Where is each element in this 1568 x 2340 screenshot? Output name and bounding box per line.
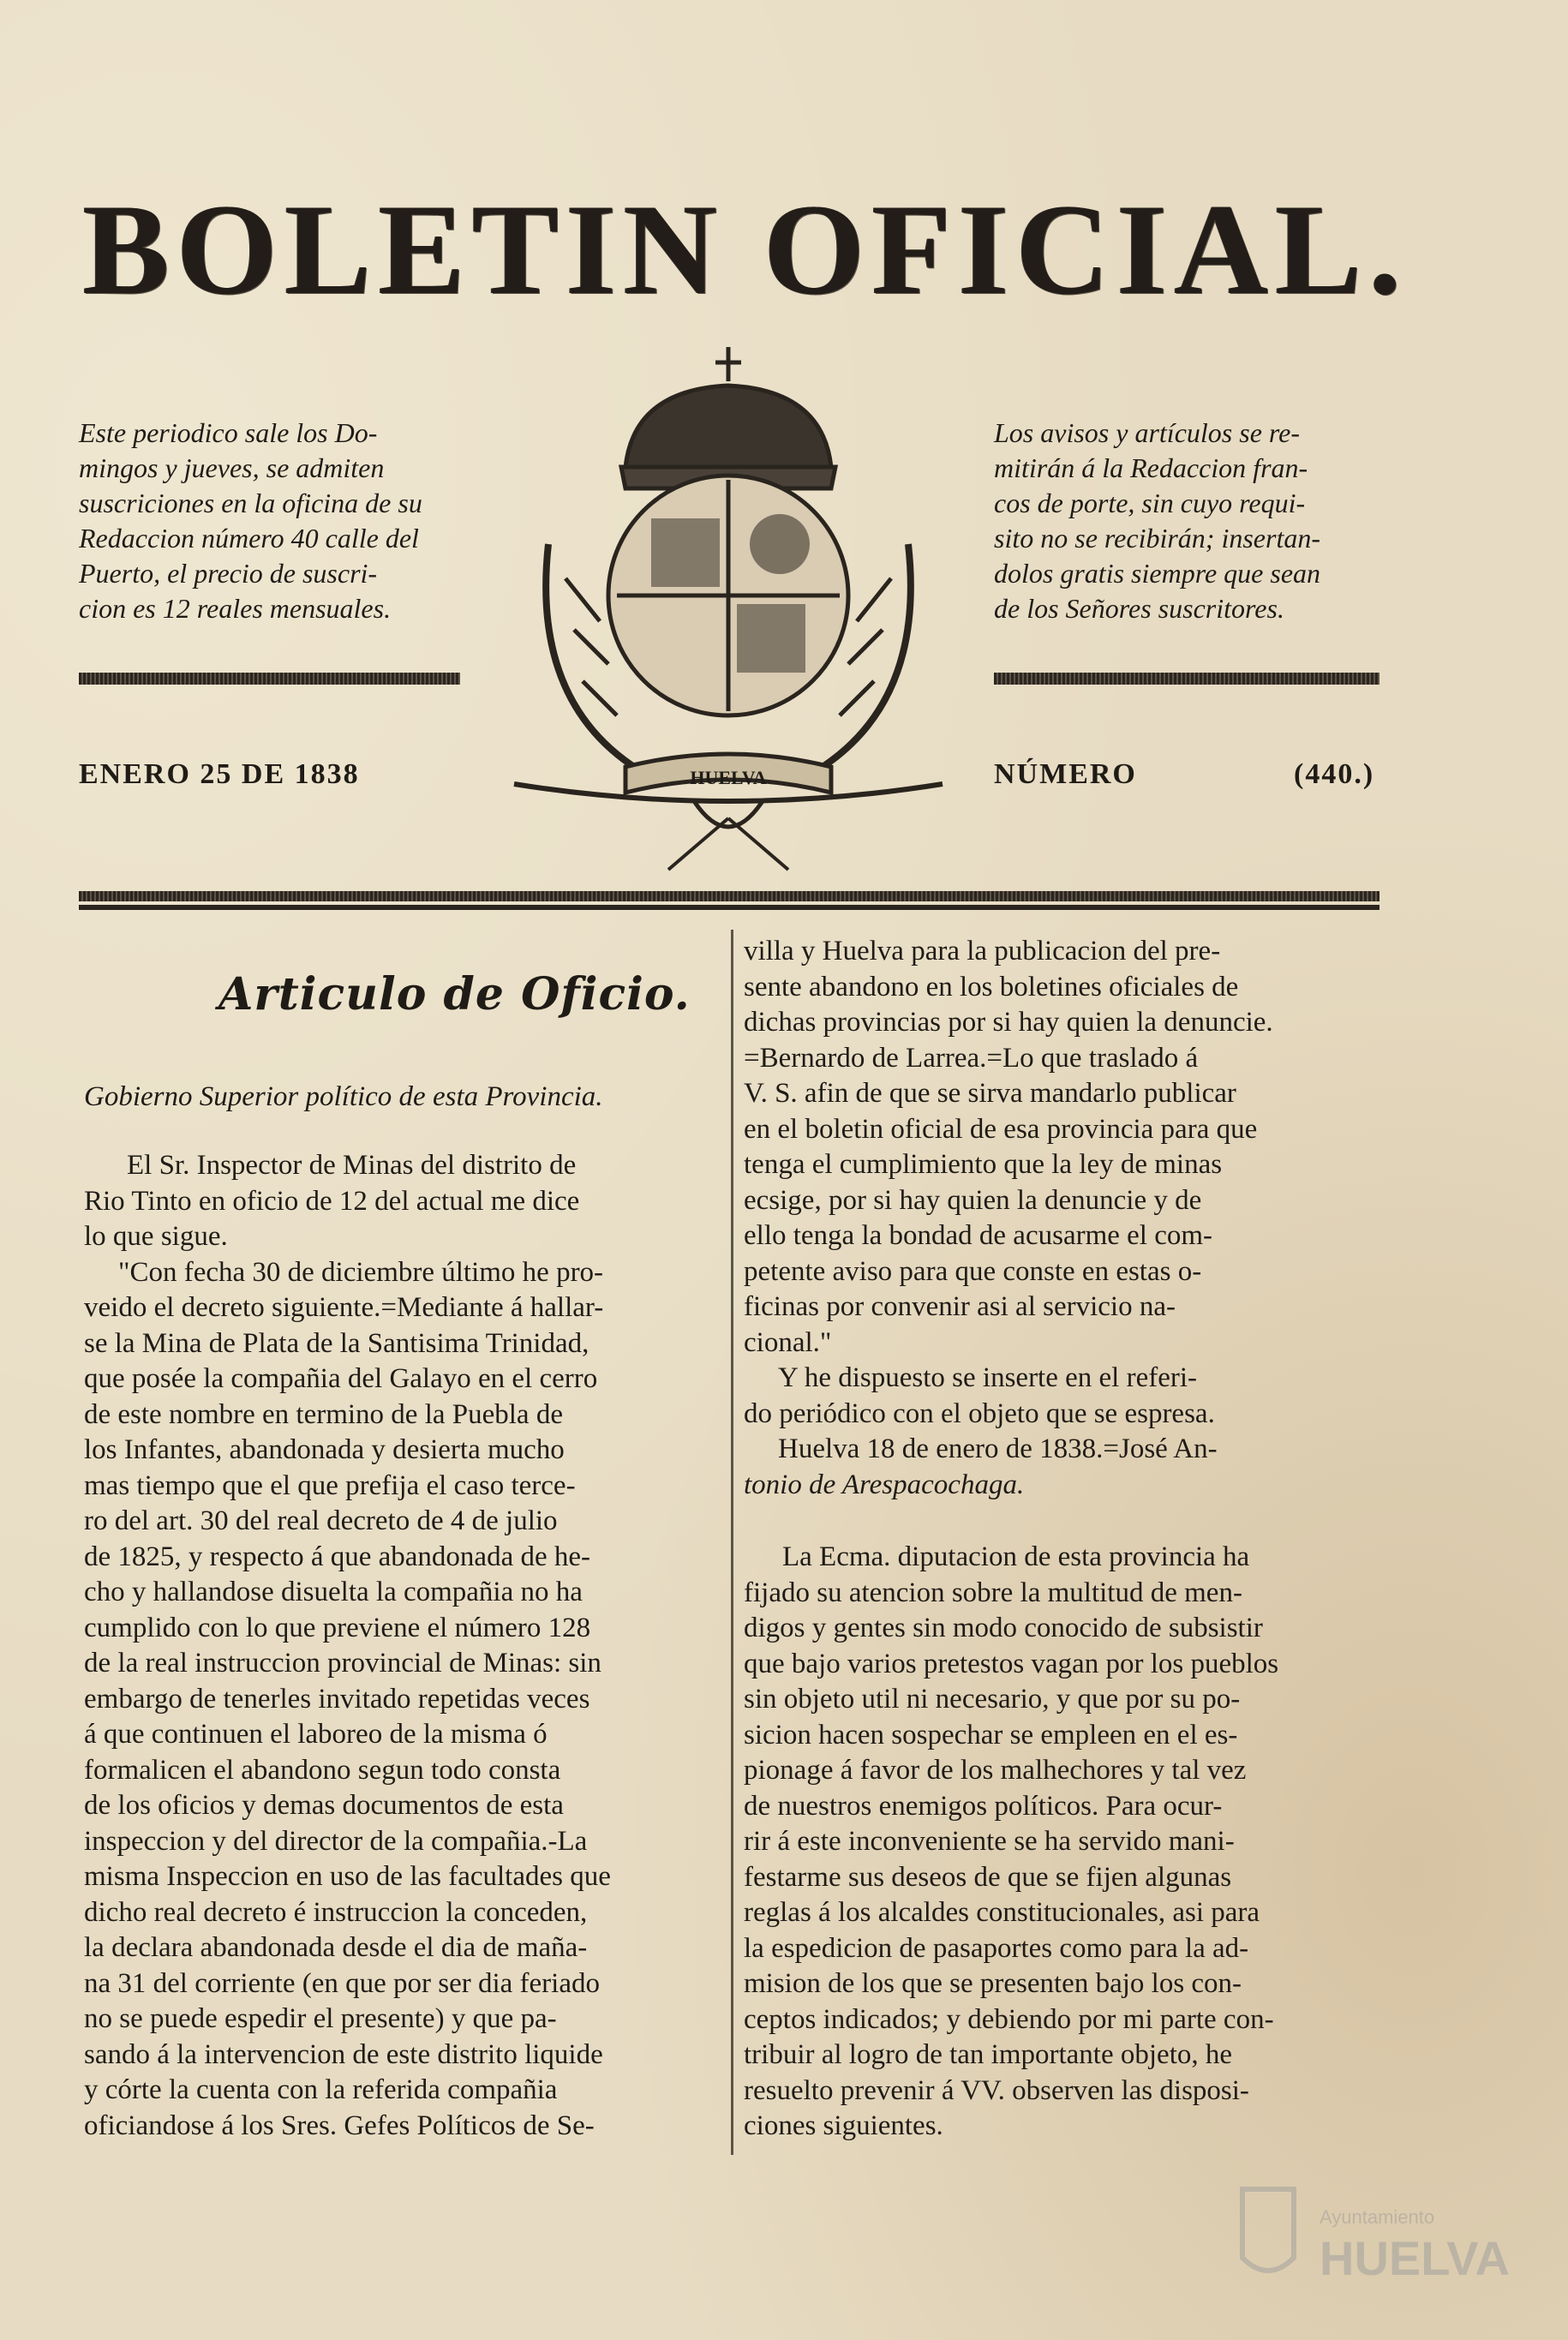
- coat-of-arms-emblem: [480, 338, 977, 887]
- rule-right: [994, 673, 1379, 685]
- left-column: [84, 1148, 722, 2144]
- shield-icon: [1242, 2189, 1294, 2271]
- text-line: de este nombre en termino de la Puebla de: [84, 1398, 563, 1430]
- library-watermark-stamp: [1217, 2172, 1510, 2318]
- text-line: la espedicion de pasaportes como para la ad-: [744, 1932, 1249, 1964]
- intro-right-line: dolos gratis siempre que sean: [994, 558, 1321, 589]
- text-line: oficiandose á los Sres. Gefes Políticos de Se-: [84, 2110, 595, 2141]
- text-line: reglas á los alcaldes constitucionales, asi para: [744, 1897, 1260, 1928]
- issue-date: ENERO 25 DE 1838: [79, 758, 360, 790]
- intro-right-line: sito no se recibirán; insertan-: [994, 523, 1320, 554]
- text-line: V. S. afin de que se sirva mandarlo publicar: [744, 1078, 1236, 1109]
- text-line: sicion hacen sospechar se empleen en el es-: [744, 1719, 1238, 1751]
- text-line: de nuestros enemigos políticos. Para ocur-: [744, 1790, 1223, 1822]
- text-line: formalicen el abandono segun todo consta: [84, 1754, 561, 1786]
- text-line: de los oficios y demas documentos de esta: [84, 1790, 564, 1821]
- column-divider: [731, 930, 733, 2155]
- text-line: en el boletin oficial de esa provincia para que: [744, 1113, 1258, 1145]
- text-line: de 1825, y respecto á que abandonada de he-: [84, 1541, 591, 1572]
- masthead-title: BOLETIN OFICIAL.: [82, 177, 1409, 321]
- signature-line: Huelva 18 de enero de 1838.=José An-: [778, 1433, 1218, 1464]
- watermark-text: HUELVA: [1320, 2231, 1510, 2285]
- text-line: y córte la cuenta con la referida compañia: [84, 2074, 558, 2105]
- intro-right-line: de los Señores suscritores.: [994, 593, 1284, 624]
- text-line: mision de los que se presenten bajo los con-: [744, 1968, 1242, 1999]
- text-line: villa y Huelva para la publicacion del pre-: [744, 936, 1221, 967]
- text-line: dichas provincias por si hay quien la denuncie.: [744, 1007, 1273, 1038]
- text-line: ciones siguientes.: [744, 2110, 943, 2141]
- rule-left: [79, 673, 460, 685]
- masthead-bottom-rule-thin: [79, 905, 1379, 910]
- text-line: á que continuen el laboreo de la misma ó: [84, 1719, 548, 1750]
- intro-right: [994, 416, 1384, 626]
- text-line: que bajo varios pretestos vagan por los pueblos: [744, 1648, 1279, 1679]
- intro-left-line: mingos y jueves, se admiten: [79, 452, 385, 483]
- issue-number: (440.): [1294, 758, 1375, 790]
- text-line: cumplido con lo que previene el número 128: [84, 1612, 591, 1643]
- text-line: no se puede espedir el presente) y que pa-: [84, 2003, 557, 2034]
- text-line: que posée la compañia del Galayo en el cerro: [84, 1363, 598, 1394]
- right-column-top: [744, 934, 1395, 1503]
- text-line: Y he dispuesto se inserte en el referi-: [778, 1362, 1198, 1393]
- text-line: dicho real decreto é instruccion la conceden,: [84, 1896, 588, 1928]
- text-line: cional.": [744, 1326, 832, 1358]
- intro-left-line: Este periodico sale los Do-: [79, 417, 378, 448]
- text-line: misma Inspeccion en uso de las facultades que: [84, 1861, 611, 1892]
- text-line: fijado su atencion sobre la multitud de men-: [744, 1577, 1242, 1608]
- text-line: veido el decreto siguiente.=Mediante á hallar-: [84, 1292, 604, 1323]
- right-column-bottom: [744, 1540, 1395, 2145]
- text-line: resuelto prevenir á VV. observen las disposi-: [744, 2074, 1249, 2106]
- intro-left: [79, 416, 473, 626]
- text-line: los Infantes, abandonada y desierta mucho: [84, 1434, 565, 1465]
- text-line: na 31 del corriente (en que por ser dia feriado: [84, 1967, 600, 1999]
- text-line: inspeccion y del director de la compañia.-La: [84, 1825, 588, 1857]
- text-line: ro del art. 30 del real decreto de 4 de julio: [84, 1505, 558, 1536]
- intro-right-line: mitirán á la Redaccion fran-: [994, 452, 1308, 483]
- intro-left-line: cion es 12 reales mensuales.: [79, 593, 392, 624]
- text-line: tribuir al logro de tan importante objeto, he: [744, 2039, 1233, 2070]
- text-line: do periódico con el objeto que se espresa.: [744, 1397, 1215, 1429]
- intro-left-line: Redaccion número 40 calle del: [79, 523, 419, 554]
- intro-right-line: Los avisos y artículos se re-: [994, 417, 1301, 448]
- text-line: sando á la intervencion de este distrito liquide: [84, 2038, 603, 2070]
- intro-left-line: suscriciones en la oficina de su: [79, 488, 422, 518]
- emblem-ribbon-text: HUELVA: [690, 767, 767, 788]
- text-line: sin objeto util ni necesario, y que por su po-: [744, 1684, 1241, 1715]
- text-line: festarme sus deseos de que se fijen algunas: [744, 1861, 1232, 1893]
- signature-line: tonio de Arespacochaga.: [744, 1469, 1025, 1500]
- text-line: cho y hallandose disuelta la compañia no ha: [84, 1577, 583, 1607]
- section-subhead: Gobierno Superior político de esta Provincia.: [84, 1081, 603, 1112]
- text-line: se la Mina de Plata de la Santisima Trinidad,: [84, 1327, 589, 1359]
- watermark-small-text: Ayuntamiento: [1320, 2206, 1435, 2228]
- text-line: rir á este inconveniente se ha servido mani-: [744, 1826, 1235, 1857]
- text-line: sente abandono en los boletines oficiales de: [744, 971, 1239, 1002]
- intro-left-line: Puerto, el precio de suscri-: [79, 558, 378, 589]
- text-line: ficinas por convenir asi al servicio na-: [744, 1291, 1176, 1322]
- text-line: la declara abandonada desde el dia de maña-: [84, 1932, 588, 1963]
- text-line: de la real instruccion provincial de Minas: sin: [84, 1648, 601, 1679]
- text-line: digos y gentes sin modo conocido de subsistir: [744, 1613, 1263, 1643]
- text-line: lo que sigue.: [84, 1221, 228, 1252]
- issue-number-label: NÚMERO: [994, 758, 1137, 790]
- masthead-bottom-rule: [79, 891, 1379, 901]
- intro-right-line: cos de porte, sin cuyo requi-: [994, 488, 1306, 518]
- text-line: La Ecma. diputacion de esta provincia ha: [782, 1541, 1250, 1572]
- section-title: Articulo de Oficio.: [218, 968, 691, 1020]
- text-line: petente aviso para que conste en estas o-: [744, 1255, 1202, 1287]
- text-line: ecsige, por si hay quien la denuncie y de: [744, 1184, 1202, 1216]
- text-line: El Sr. Inspector de Minas del distrito de: [127, 1150, 577, 1181]
- text-line: embargo de tenerles invitado repetidas veces: [84, 1683, 590, 1715]
- text-line: =Bernardo de Larrea.=Lo que traslado á: [744, 1042, 1199, 1074]
- text-line: "Con fecha 30 de diciembre último he pro-: [118, 1256, 604, 1288]
- text-line: Rio Tinto en oficio de 12 del actual me dice: [84, 1185, 580, 1217]
- text-line: mas tiempo que el que prefija el caso terce-: [84, 1469, 576, 1501]
- text-line: pionage á favor de los malhechores y tal vez: [744, 1755, 1247, 1786]
- text-line: tenga el cumplimiento que la ley de minas: [744, 1149, 1223, 1180]
- text-line: ello tenga la bondad de acusarme el com-: [744, 1220, 1213, 1251]
- text-line: ceptos indicados; y debiendo por mi parte con-: [744, 2003, 1274, 2035]
